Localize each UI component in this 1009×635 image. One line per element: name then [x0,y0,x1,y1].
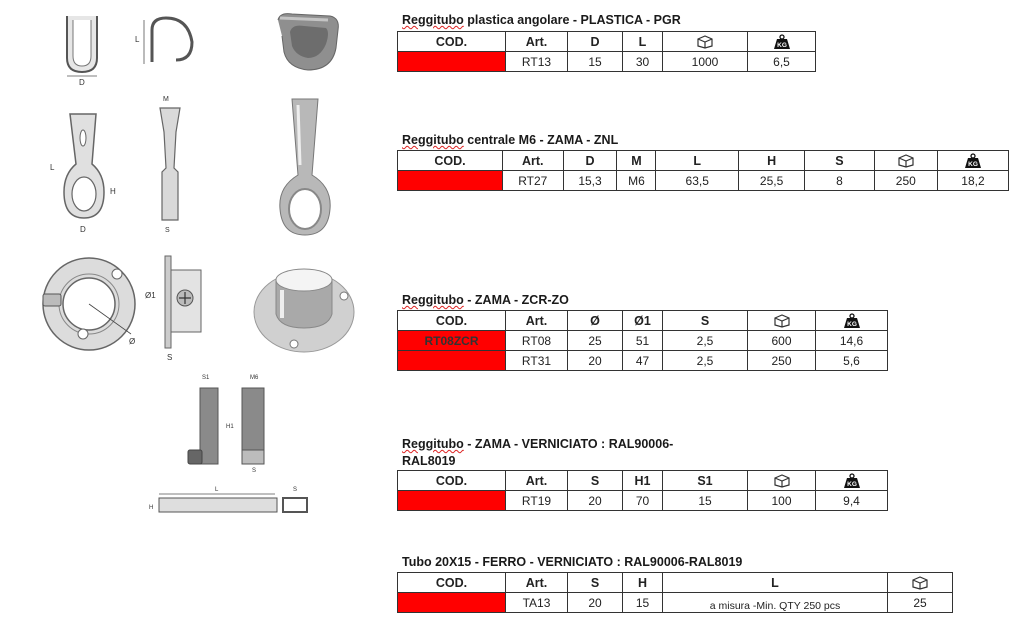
cod-cell: RT08ZCR [398,331,506,351]
znl-front-drawing [48,108,128,238]
label-s: S [167,353,173,362]
spec-table-rt08 [397,310,888,371]
cod-cell [398,351,506,371]
znl-photo [270,95,340,240]
cod-cell [398,491,506,511]
label-o1: Ø1 [145,291,156,300]
box-icon [874,151,937,171]
box-icon [888,573,953,593]
section-5-title: Tubo 20X15 - FERRO - VERNICIATO : RAL90006-RAL8019 [402,555,743,569]
label-l: L [135,35,140,44]
weight-icon [816,471,888,491]
table-header-row: COD. Art. D M L H S KG [398,151,1009,171]
table-header-row: COD. Art. Ø Ø1 S KG [398,311,888,331]
rt19-drawings [180,370,275,475]
label-s: S [252,468,257,474]
cod-cell [398,52,506,72]
svg-text:KG: KG [846,320,857,328]
cod-cell [398,171,503,191]
label-s: S [165,227,170,234]
header-l: L [623,32,663,52]
art-cell: RT08 [506,331,568,351]
label-l: L [215,487,219,493]
art-cell: RT19 [506,491,568,511]
znl-side-drawing [150,92,190,237]
art-cell: RT27 [502,171,563,191]
zcr-front-drawing [35,252,145,367]
table-row: RT13 15 30 1000 6,5 [398,52,816,72]
pgr-front-drawing [55,10,115,90]
label-h: H [110,187,116,196]
svg-text:KG: KG [846,480,857,488]
label-d: D [80,225,86,234]
table-header-row [398,32,816,52]
table-row: TA13 20 15 a misura -Min. QTY 250 pcs 25 [398,593,953,613]
label-s1: S1 [202,375,210,381]
table-header-row: COD. Art. S H1 S1 KG [398,471,888,491]
ta13-drawings [145,482,325,522]
table-row: RT08ZCR RT08 25 51 2,5 600 14,6 [398,331,888,351]
label-s: S [293,487,298,493]
spec-table-rt19 [397,470,888,511]
table-row: RT31 20 47 2,5 250 5,6 [398,351,888,371]
pgr-side-drawing [130,12,210,72]
section-3-title: Reggitubo - ZAMA - ZCR-ZO [402,293,569,307]
label-d: D [79,78,85,87]
table-row: RT27 15,3 M6 63,5 25,5 8 250 18,2 [398,171,1009,191]
section-1-title: Reggitubo plastica angolare - PLASTICA - PGR [402,13,681,27]
section-2-title: Reggitubo centrale M6 - ZAMA - ZNL [402,133,619,147]
header-art: Art. [506,32,568,52]
label-h: H [149,505,154,511]
pgr-photo [270,8,345,78]
section-4-title: Reggitubo - ZAMA - VERNICIATO : RAL90006- RAL8019 [402,437,674,468]
svg-text:KG: KG [776,41,787,49]
header-cod: COD. [398,32,506,52]
zcr-side-drawing [143,250,213,365]
weight-icon [816,311,888,331]
spec-table-rt27 [397,150,1009,191]
header-d: D [568,32,623,52]
art-cell: RT13 [506,52,568,72]
cod-cell [398,593,506,613]
box-icon [748,311,816,331]
zcr-photo [252,262,357,357]
box-icon [748,471,816,491]
label-m: M [163,96,169,103]
spec-table-ta13 [397,572,953,613]
box-icon [663,32,748,52]
label-h1: H1 [226,424,234,430]
table-header-row: COD. Art. S H L [398,573,953,593]
svg-text:KG: KG [968,160,978,168]
weight-icon [748,32,816,52]
label-m6: M6 [250,375,259,381]
label-l: L [50,163,55,172]
label-o: Ø [129,337,136,346]
spec-table-rt13 [397,31,816,72]
table-row: RT19 20 70 15 100 9,4 [398,491,888,511]
art-cell: TA13 [506,593,568,613]
art-cell: RT31 [506,351,568,371]
weight-icon [937,151,1008,171]
